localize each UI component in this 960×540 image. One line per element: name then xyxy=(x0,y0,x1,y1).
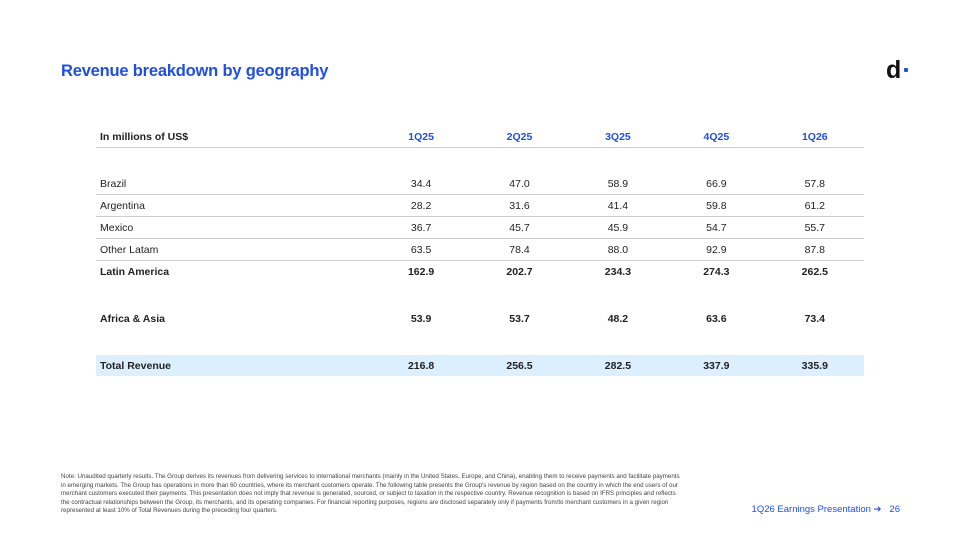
cell-value: 47.0 xyxy=(470,173,568,195)
table-row-mexico xyxy=(96,217,864,239)
cell-value: 55.7 xyxy=(766,217,864,239)
cell-value: 45.7 xyxy=(470,217,568,239)
cell-value: 282.5 xyxy=(569,355,667,376)
cell-value: 36.7 xyxy=(372,217,470,239)
spacer-row xyxy=(96,148,864,174)
cell-value: 88.0 xyxy=(569,239,667,261)
cell-value: 34.4 xyxy=(372,173,470,195)
cell-value: 234.3 xyxy=(604,265,632,278)
presentation-label: 1Q26 Earnings Presentation ➔ xyxy=(751,504,882,515)
revenue-table xyxy=(96,126,864,376)
cell-value: 41.4 xyxy=(569,195,667,217)
spacer-row xyxy=(96,329,864,355)
cell-value: 216.8 xyxy=(372,355,470,376)
cell-value: 59.8 xyxy=(667,195,765,217)
cell-value: 61.2 xyxy=(766,195,864,217)
cell-value: 87.8 xyxy=(766,239,864,261)
cell-value: 63.6 xyxy=(706,312,727,325)
logo-letter: d xyxy=(886,56,901,84)
cell-value: 53.7 xyxy=(509,312,530,325)
table-header-row xyxy=(96,126,864,148)
table-row-other-latam xyxy=(96,239,864,261)
cell-value: 78.4 xyxy=(470,239,568,261)
page-number: 26 xyxy=(889,504,900,515)
cell-value: 337.9 xyxy=(667,355,765,376)
column-header: 1Q25 xyxy=(372,126,470,148)
cell-value: 53.9 xyxy=(410,312,432,325)
row-label: Other Latam xyxy=(96,239,372,261)
table-row-total-revenue xyxy=(96,355,864,376)
row-label: Total Revenue xyxy=(96,355,372,376)
row-label: Brazil xyxy=(96,173,372,195)
cell-value: 66.9 xyxy=(667,173,765,195)
cell-value: 54.7 xyxy=(667,217,765,239)
table-row-argentina xyxy=(96,195,864,217)
cell-value: 162.9 xyxy=(407,265,435,278)
table-row-latin-america xyxy=(96,261,864,283)
cell-value: 57.8 xyxy=(766,173,864,195)
footnote: Note: Unaudited quarterly results. The Group derives its revenues from delivering services to international merchants (mainly in the United States, Europe, and China), enabling them to receive payments and facilitate payments in emerging markets. The Group has operations in more than 60 countries, where its merchant customers operate. The following table presents the Group's revenue by region based on the country in which the end users of our merchant customers executed their payments. This presentation does not imply that revenue is generated, sourced, or subject to taxation in the respective country. Revenue recognition is based on IFRS principles and reflects the contractual relationships between the Group, its merchants, and its operating companies. For financial reporting purposes, regions are disclosed separately only if payments from/to merchant customers in a given region represented at least 10% of Total Revenues during the preceding four quarters. xyxy=(61,473,680,515)
page-title: Revenue breakdown by geography xyxy=(61,62,329,80)
cell-value: 48.2 xyxy=(607,312,629,325)
column-header: 1Q26 xyxy=(766,126,864,148)
table-row-brazil xyxy=(96,173,864,195)
column-header: 3Q25 xyxy=(569,126,667,148)
cell-value: 45.9 xyxy=(569,217,667,239)
spacer-row xyxy=(96,282,864,308)
row-label: Latin America xyxy=(100,265,170,278)
cell-value: 262.5 xyxy=(801,265,828,278)
table-row-africa-asia xyxy=(96,308,864,329)
cell-value: 28.2 xyxy=(372,195,470,217)
cell-value: 92.9 xyxy=(667,239,765,261)
cell-value: 63.5 xyxy=(372,239,470,261)
cell-value: 256.5 xyxy=(470,355,568,376)
company-logo xyxy=(886,56,900,85)
cell-value: 202.7 xyxy=(506,265,533,278)
row-label: Africa & Asia xyxy=(100,312,165,325)
cell-value: 73.4 xyxy=(804,312,825,325)
logo-dot-icon xyxy=(904,68,908,72)
footer xyxy=(752,504,900,515)
column-header: 4Q25 xyxy=(667,126,765,148)
row-label: Mexico xyxy=(96,217,372,239)
cell-value: 274.3 xyxy=(703,265,730,278)
row-label: Argentina xyxy=(96,195,372,217)
unit-label: In millions of US$ xyxy=(96,126,372,148)
column-header: 2Q25 xyxy=(470,126,568,148)
cell-value: 31.6 xyxy=(470,195,568,217)
cell-value: 335.9 xyxy=(766,355,864,376)
cell-value: 58.9 xyxy=(569,173,667,195)
